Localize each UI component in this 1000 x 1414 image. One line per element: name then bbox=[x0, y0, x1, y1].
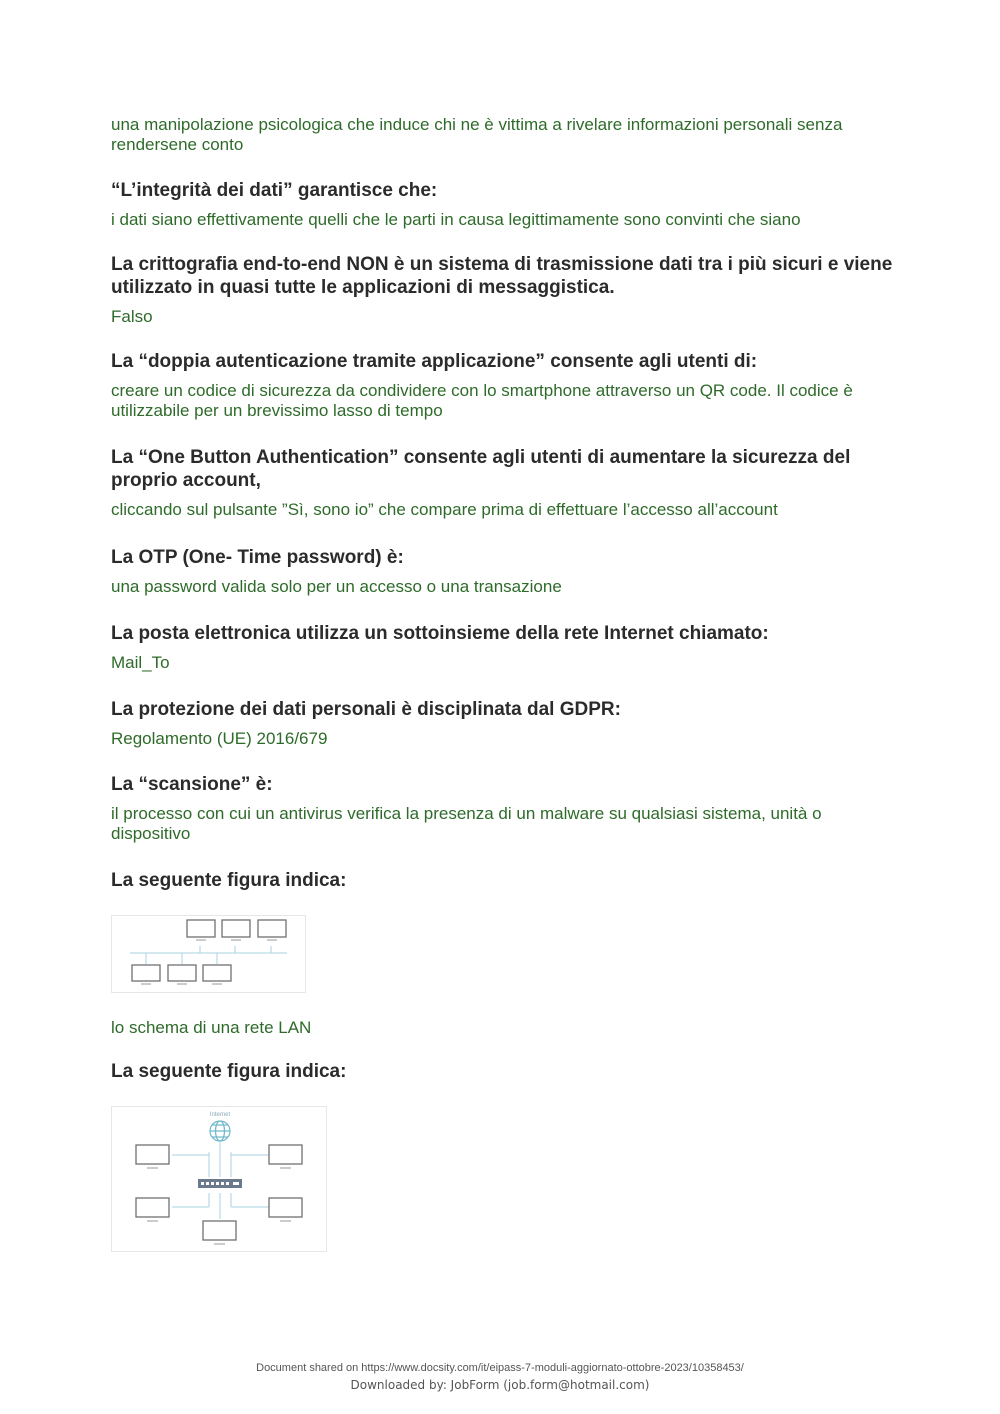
answer-text: una manipolazione psicologica che induce chi ne è vittima a rivelare informazioni personali senza rendersene conto bbox=[111, 115, 843, 154]
question-text: La “scansione” è: bbox=[111, 774, 273, 795]
qa-item-7 bbox=[111, 698, 901, 749]
star-network-diagram-svg bbox=[112, 1107, 326, 1251]
qa-item-5 bbox=[111, 546, 901, 597]
footer-shared: Document shared on https://www.docsity.com/it/eipass-7-moduli-aggiornato-ottobre-2023/10358453/ bbox=[256, 1362, 744, 1374]
question-text: La seguente figura indica: bbox=[111, 870, 347, 891]
qa-item-8 bbox=[111, 773, 901, 844]
answer-text: una password valida solo per un accesso o una transazione bbox=[111, 577, 562, 596]
answer-text: Falso bbox=[111, 307, 153, 326]
answer-text: cliccando sul pulsante ”Sì, sono io” che compare prima di effettuare l’accesso all’account bbox=[111, 500, 778, 519]
question-text: La posta elettronica utilizza un sottoinsieme della rete Internet chiamato: bbox=[111, 623, 769, 644]
question-text: La seguente figura indica: bbox=[111, 1061, 347, 1082]
answer-text: il processo con cui un antivirus verifica la presenza di un malware su qualsiasi sistema, unità o dispositivo bbox=[111, 804, 822, 843]
qa-item-2 bbox=[111, 253, 901, 327]
qa-item-3 bbox=[111, 350, 901, 421]
qa-item-1 bbox=[111, 179, 901, 230]
answer-text: Mail_To bbox=[111, 653, 170, 672]
lan-bus-diagram-svg bbox=[112, 916, 305, 992]
qa-item-6 bbox=[111, 622, 901, 673]
qa-item-10 bbox=[111, 1060, 901, 1083]
globe-icon bbox=[210, 1121, 230, 1141]
answer-text: creare un codice di sicurezza da condividere con lo smartphone attraverso un QR code. Il codice è utilizzabile per un brevissimo lasso di tempo bbox=[111, 381, 853, 420]
star-network-diagram bbox=[111, 1106, 327, 1252]
qa-item-9-answer bbox=[111, 1018, 901, 1038]
lan-bus-diagram bbox=[111, 915, 306, 993]
question-text: La “doppia autenticazione tramite applicazione” consente agli utenti di: bbox=[111, 351, 758, 372]
switch-icon bbox=[198, 1179, 242, 1188]
qa-item-4 bbox=[111, 446, 901, 520]
answer-text: lo schema di una rete LAN bbox=[111, 1018, 312, 1037]
question-text: La OTP (One- Time password) è: bbox=[111, 547, 404, 568]
question-text: La “One Button Authentication” consente agli utenti di aumentare la sicurezza del proprio account, bbox=[111, 447, 851, 491]
qa-item-0 bbox=[111, 115, 901, 155]
qa-item-9 bbox=[111, 869, 901, 892]
footer-downloaded: Downloaded by: JobForm (job.form@hotmail.com) bbox=[350, 1378, 650, 1392]
internet-label: Internet bbox=[209, 1112, 231, 1118]
question-text: “L’integrità dei dati” garantisce che: bbox=[111, 180, 438, 201]
answer-text: Regolamento (UE) 2016/679 bbox=[111, 729, 328, 748]
answer-text: i dati siano effettivamente quelli che le parti in causa legittimamente sono convinti che siano bbox=[111, 210, 801, 229]
question-text: La protezione dei dati personali è disciplinata dal GDPR: bbox=[111, 699, 621, 720]
question-text: La crittografia end-to-end NON è un sistema di trasmissione dati tra i più sicuri e viene utilizzato in quasi tutte le applicazioni di messaggistica. bbox=[111, 254, 893, 298]
